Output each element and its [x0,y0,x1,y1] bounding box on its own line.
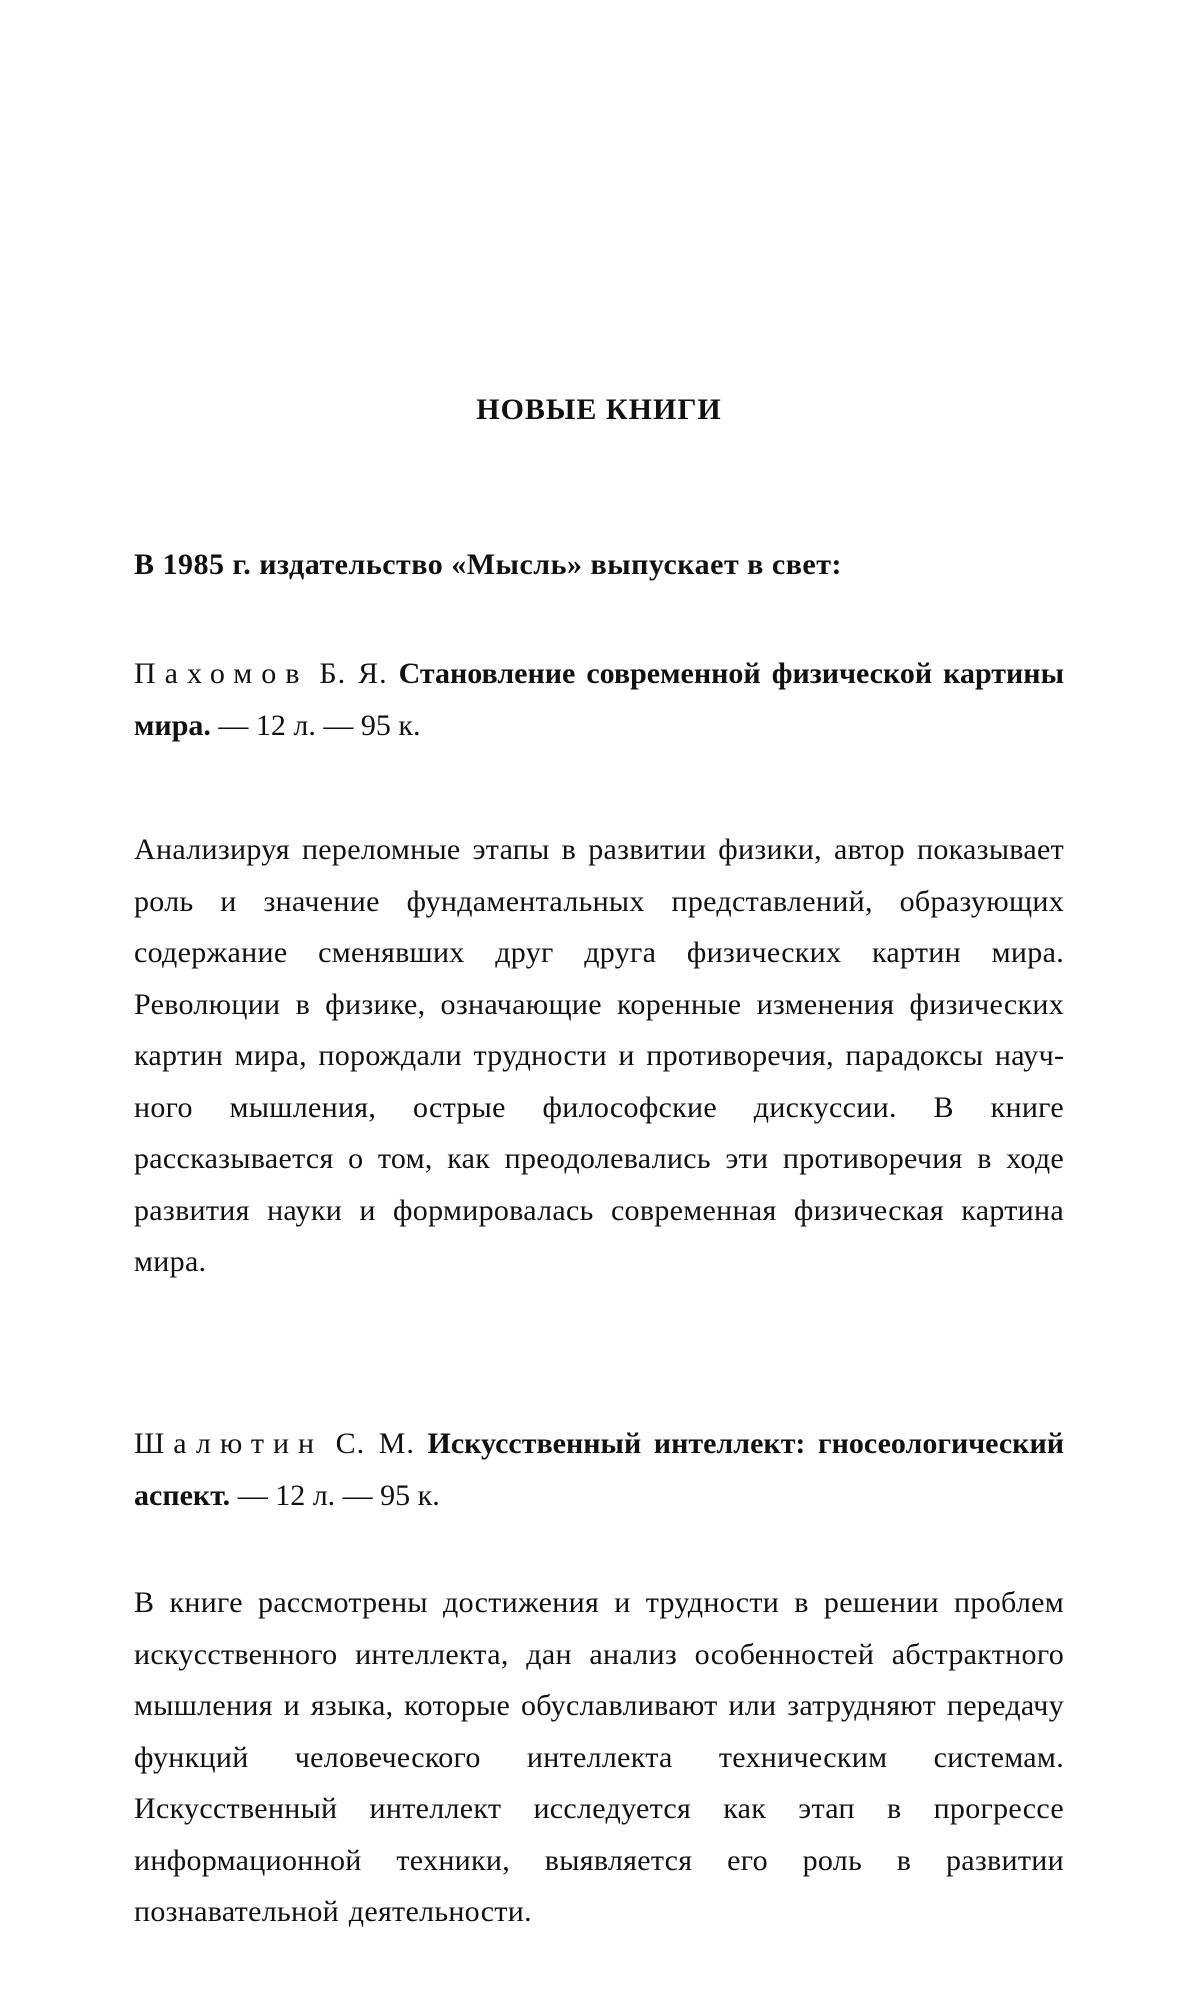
book-title: Искусственный интеллект: гносеологический аспект. [134,1427,1065,1512]
page-title: НОВЫЕ КНИГИ [476,393,722,426]
book-author-initials: С. М. [335,1427,415,1460]
book-author-surname: Пахомов [134,657,309,690]
book-entry-2 [134,1418,1064,1522]
publisher-intro: В 1985 г. издательство «Мысль» выпускает в свет: [134,548,842,581]
book-details: — 12 л. — 95 к. [237,1479,440,1512]
book-title: Становление современной физической картины мира. [134,657,1064,742]
book-description-2: В книге рассмотрены достижения и трудности в решении проблем искусственного интеллекта, дан анализ особенностей абстрактного мышления и языка, которые обуславливают или затрудняют передачу функций человеческого интеллекта техническим системам. Искусственный интеллект исследуется как этап в прогрессе информационной техники, выявляется его роль в развитии познавательной деятельности. [134,1586,1064,1928]
book-author-initials: Б. Я. [319,657,388,690]
book-description-1: Анализируя переломные этапы в развитии физики, автор показывает роль и значение фундаментальных представлений, образующих содержание сменявших друг друга физических картин мира. Революции в физике, означающие коренные изменения физических картин мира, порождали трудности и противоречия, парадоксы научного мышления, острые философские дискуссии. В книге рассказывается о том, как преодолевались эти противоречия в ходе развития науки и формировалась современная физическая картина мира. [134,833,1064,1278]
book-entry-1 [134,648,1064,752]
book-author-surname: Шалютин [134,1427,324,1460]
book-details: — 12 л. — 95 к. [218,709,421,742]
